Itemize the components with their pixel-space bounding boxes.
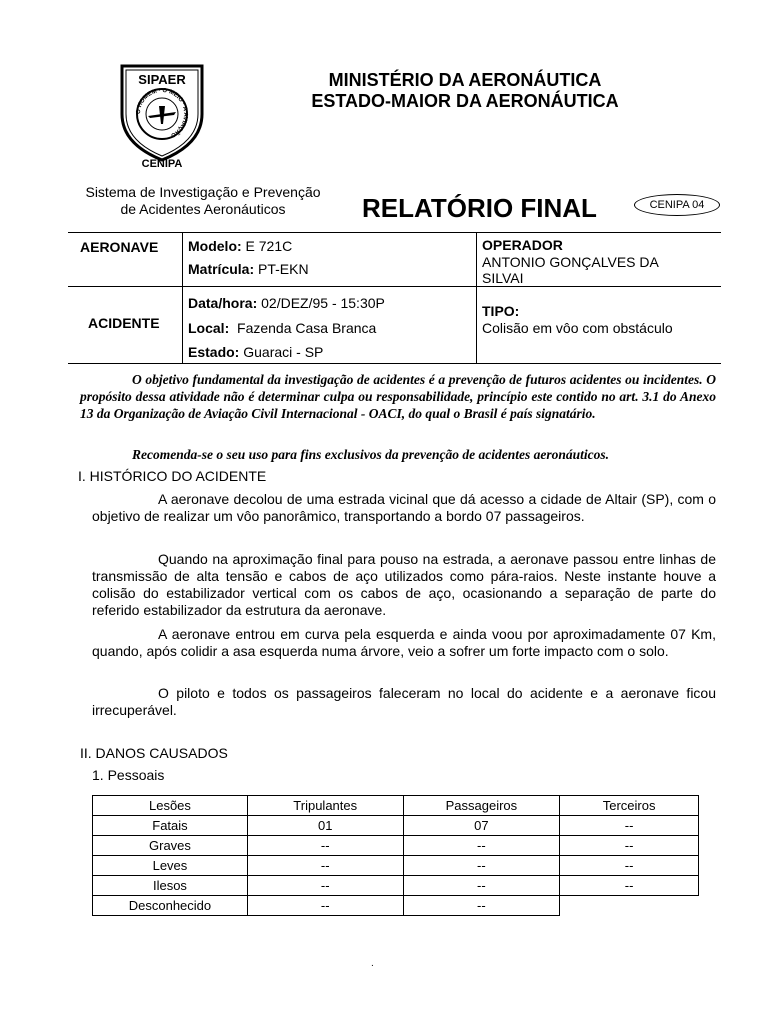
historico-heading: I. HISTÓRICO DO ACIDENTE (78, 468, 267, 484)
table-header-row (93, 796, 699, 816)
datahora-row (188, 295, 385, 312)
cell-empty (560, 896, 699, 916)
historico-paragraph-2: Quando na aproximação final para pouso na estrada, a aeronave passou entre linhas de transmissão de alta tensão e cabos de aço utilizados como pára-raios. Neste instante houve a colisão do estabilizador vertical com os cabos de aço, ocasionando a separação de parte do referido estabilizador da estrutura da aeronave. (92, 551, 716, 618)
tipo-value: Colisão em vôo com obstáculo (482, 320, 673, 336)
danos-subheading: 1. Pessoais (92, 767, 165, 783)
historico-paragraph-1: A aeronave decolou de uma estrada vicinal que dá acesso a cidade de Altair (SP), com o objetivo de realizar um vôo panorâmico, transportando a bordo 07 passageiros. (92, 491, 716, 524)
cell: -- (247, 896, 403, 916)
danos-heading: II. DANOS CAUSADOS (80, 745, 228, 761)
historico-paragraph-3: A aeronave entrou em curva pela esquerda e ainda voou por aproximadamente 07 Km, quando, após colidir a asa esquerda numa árvore, veio a sofrer um forte impacto com o solo. (92, 626, 716, 659)
estado-row (188, 344, 323, 361)
table-bottom-border (68, 363, 721, 364)
logo-top-text: SIPAER (138, 72, 186, 87)
footer-mark: . (371, 958, 374, 969)
cell: -- (560, 876, 699, 896)
col-header-tripulantes: Tripulantes (247, 796, 403, 816)
datahora-label: Data/hora: (188, 295, 258, 311)
matricula-row (188, 261, 309, 278)
table-divider-1 (182, 232, 183, 364)
cell: Leves (93, 856, 248, 876)
cell: -- (403, 856, 560, 876)
preamble-paragraph: O objetivo fundamental da investigação de acidentes é a prevenção de futuros acidentes ou incidentes. O propósito dessa atividade não é determinar culpa ou responsabilidade, princípio este contido no art. 3.1 do Anexo 13 da Organização de Aviação Civil Internacional - OACI, do qual o Brasil é país signatário. (80, 372, 716, 421)
cell: Fatais (93, 816, 248, 836)
estado-label: Estado: (188, 344, 240, 360)
ministry-line-1: MINISTÉRIO DA AERONÁUTICA (328, 70, 602, 90)
col-header-lesoes: Lesões (93, 796, 248, 816)
report-title: RELATÓRIO FINAL (362, 193, 597, 223)
table-top-border (68, 232, 721, 233)
local-value: Fazenda Casa Branca (229, 320, 377, 336)
system-name (68, 184, 338, 218)
sipaer-cenipa-logo (112, 62, 212, 170)
modelo-label: Modelo: (188, 238, 242, 254)
system-line-1: Sistema de Investigação e Prevenção (85, 184, 321, 200)
cell: -- (560, 816, 699, 836)
cell: Graves (93, 836, 248, 856)
logo-bottom-text: CENIPA (141, 158, 183, 170)
matricula-label: Matrícula: (188, 261, 255, 277)
matricula-value: PT-EKN (254, 261, 309, 277)
table-row (93, 896, 699, 916)
aircraft-accident-info-table (68, 232, 721, 364)
table-row (93, 876, 699, 896)
modelo-value: E 721C (241, 238, 293, 254)
ministry-line-2: ESTADO-MAIOR DA AERONÁUTICA (311, 91, 619, 111)
cell: 01 (247, 816, 403, 836)
tipo-label: TIPO: (482, 303, 520, 319)
local-row (188, 320, 376, 337)
cell: -- (247, 876, 403, 896)
operador-line-2: SILVAI (482, 270, 524, 286)
cell: -- (403, 876, 560, 896)
operador-line-1: ANTONIO GONÇALVES DA (482, 254, 659, 270)
table-row (93, 836, 699, 856)
table-row (93, 816, 699, 836)
col-header-terceiros: Terceiros (560, 796, 699, 816)
table-divider-2 (476, 232, 477, 364)
col-header-passageiros: Passageiros (403, 796, 560, 816)
cell: Ilesos (93, 876, 248, 896)
acidente-label: ACIDENTE (88, 315, 160, 331)
logo-ring-text: O HOMEM · O MEIO · A AVIAÇÃO (135, 87, 189, 138)
cell: -- (560, 836, 699, 856)
cell: -- (247, 836, 403, 856)
datahora-value: 02/DEZ/95 - 15:30P (257, 295, 385, 311)
cell: Desconhecido (93, 896, 248, 916)
cell: -- (247, 856, 403, 876)
aeronave-label: AERONAVE (80, 239, 159, 255)
preamble-recommendation: Recomenda-se o seu uso para fins exclusivos da prevenção de acidentes aeronáuticos. (132, 447, 609, 462)
system-line-2: de Acidentes Aeronáuticos (120, 201, 286, 217)
table-middle-border (68, 286, 721, 287)
cenipa-badge: CENIPA 04 (634, 194, 720, 216)
cell: -- (403, 836, 560, 856)
cell: -- (560, 856, 699, 876)
ministry-title (250, 70, 680, 112)
table-row (93, 856, 699, 876)
operador-label: OPERADOR (482, 237, 563, 253)
modelo-row (188, 238, 292, 255)
cell: -- (403, 896, 560, 916)
personal-damage-table (92, 795, 699, 916)
cell: 07 (403, 816, 560, 836)
estado-value: Guaraci - SP (239, 344, 324, 360)
local-label: Local: (188, 320, 230, 336)
historico-paragraph-4: O piloto e todos os passageiros faleceram no local do acidente e a aeronave ficou irrecuperável. (92, 685, 716, 718)
